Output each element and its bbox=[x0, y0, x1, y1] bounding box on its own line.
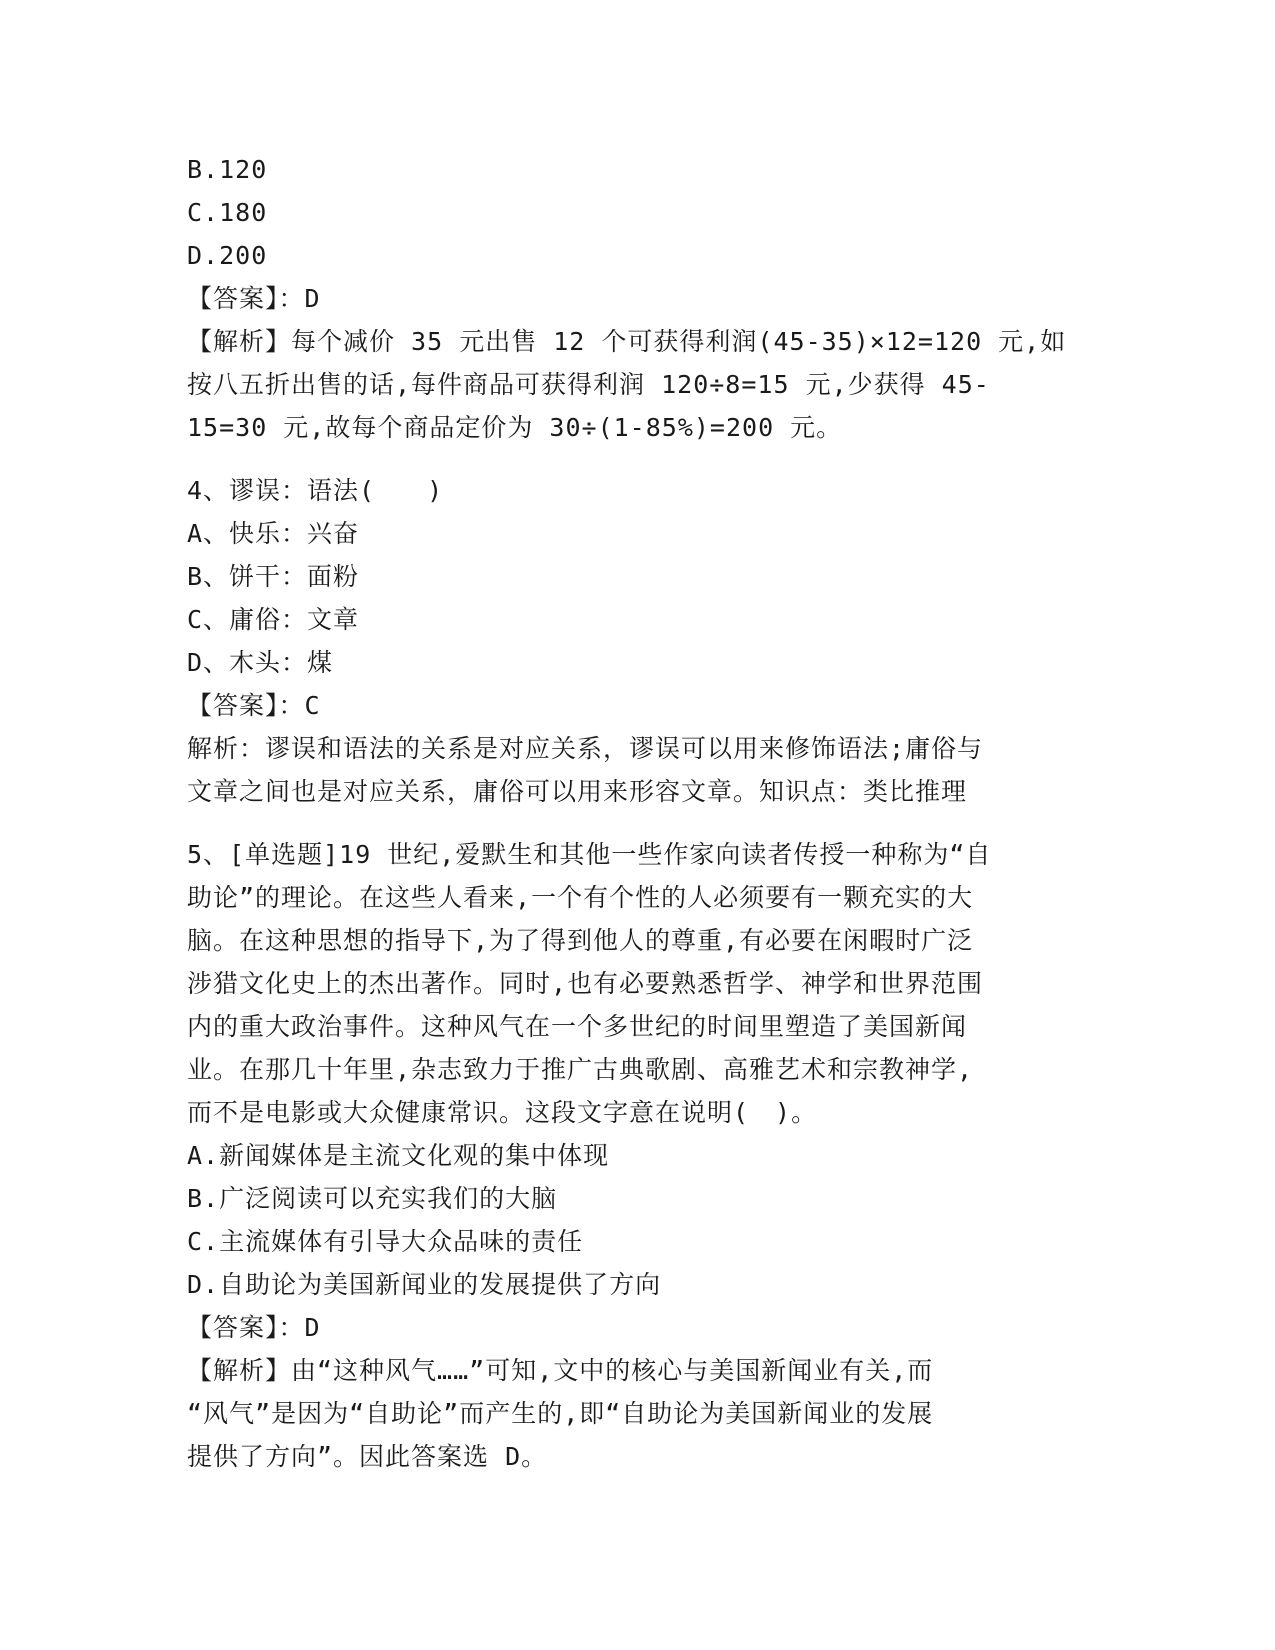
question-stem-line: 涉猎文化史上的杰出著作。同时,也有必要熟悉哲学、神学和世界范围 bbox=[187, 969, 984, 998]
question-5-block bbox=[187, 833, 1087, 1478]
analysis-line: 提供了方向”。因此答案选 D。 bbox=[187, 1442, 548, 1471]
option-c: C.主流媒体有引导大众品味的责任 bbox=[187, 1227, 584, 1256]
question-stem: 4、谬误：语法( ) bbox=[187, 476, 444, 505]
document-page bbox=[187, 148, 1087, 1478]
analysis-line: “风气”是因为“自助论”而产生的,即“自助论为美国新闻业的发展 bbox=[187, 1399, 934, 1428]
analysis-line: 按八五折出售的话,每件商品可获得利润 120÷8=15 元,少获得 45- bbox=[187, 370, 990, 399]
question-4-block bbox=[187, 469, 1087, 813]
option-c: C、庸俗：文章 bbox=[187, 605, 360, 634]
option-b: B.120 bbox=[187, 155, 268, 184]
question-stem-line: 而不是电影或大众健康常识。这段文字意在说明( )。 bbox=[187, 1098, 818, 1127]
question-stem-line: 业。在那几十年里,杂志致力于推广古典歌剧、高雅艺术和宗教神学, bbox=[187, 1055, 974, 1084]
option-a: A.新闻媒体是主流文化观的集中体现 bbox=[187, 1141, 610, 1170]
option-c: C.180 bbox=[187, 198, 268, 227]
question-stem-line: 助论”的理论。在这些人看来,一个有个性的人必须要有一颗充实的大 bbox=[187, 883, 974, 912]
analysis-line: 【解析】每个减价 35 元出售 12 个可获得利润(45-35)×12=120 元,如 bbox=[187, 327, 1067, 356]
question-stem-line: 5、[单选题]19 世纪,爱默生和其他一些作家向读者传授一种称为“自 bbox=[187, 840, 992, 869]
option-d: D、木头：煤 bbox=[187, 648, 334, 677]
option-b: B.广泛阅读可以充实我们的大脑 bbox=[187, 1184, 558, 1213]
spacer bbox=[187, 449, 1087, 469]
option-b: B、饼干：面粉 bbox=[187, 562, 360, 591]
analysis-line: 15=30 元,故每个商品定价为 30÷(1-85%)=200 元。 bbox=[187, 413, 843, 442]
question-3-block bbox=[187, 148, 1087, 449]
option-d: D.自助论为美国新闻业的发展提供了方向 bbox=[187, 1270, 662, 1299]
option-a: A、快乐：兴奋 bbox=[187, 519, 360, 548]
analysis-line: 【解析】由“这种风气……”可知,文中的核心与美国新闻业有关,而 bbox=[187, 1356, 934, 1385]
answer-line: 【答案】：D bbox=[187, 1313, 321, 1342]
answer-line: 【答案】：D bbox=[187, 284, 321, 313]
analysis-line: 文章之间也是对应关系，庸俗可以用来形容文章。知识点：类比推理 bbox=[187, 777, 968, 806]
question-stem-line: 脑。在这种思想的指导下,为了得到他人的尊重,有必要在闲暇时广泛 bbox=[187, 926, 974, 955]
analysis-line: 解析：谬误和语法的关系是对应关系，谬误可以用来修饰语法;庸俗与 bbox=[187, 734, 984, 763]
option-d: D.200 bbox=[187, 241, 268, 270]
question-stem-line: 内的重大政治事件。这种风气在一个多世纪的时间里塑造了美国新闻 bbox=[187, 1012, 968, 1041]
answer-line: 【答案】：C bbox=[187, 691, 321, 720]
spacer bbox=[187, 813, 1087, 833]
